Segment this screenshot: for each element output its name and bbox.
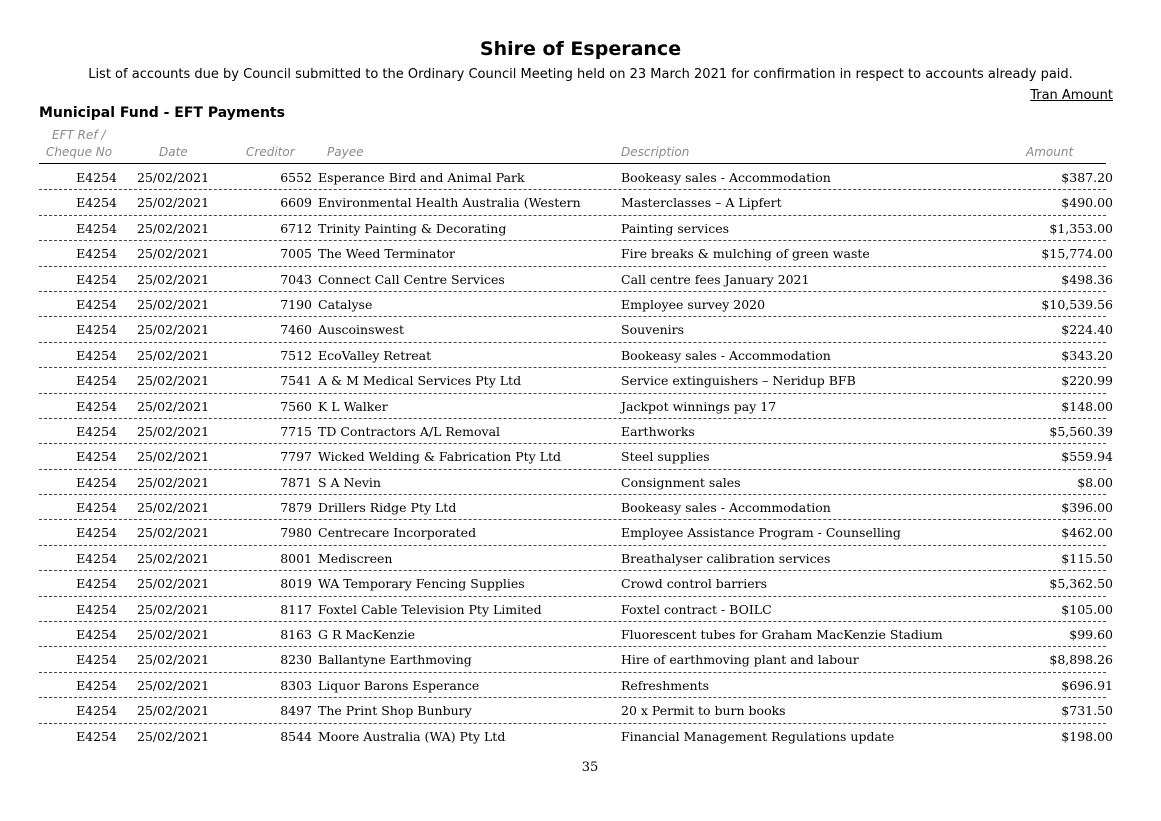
row-eft-ref: E4254: [76, 246, 117, 262]
row-date: 25/02/2021: [137, 296, 210, 312]
page-subtitle: List of accounts due by Council submitted to the Ordinary Council Meeting held on 23 March 2021 for confirmation in respect to accounts already paid.: [88, 67, 1073, 82]
row-amount: $387.20: [1061, 170, 1113, 185]
table-row: [39, 571, 1113, 596]
row-eft-ref: E4254: [76, 677, 117, 693]
row-creditor: 7560: [280, 398, 312, 414]
payments-table: [39, 165, 1113, 749]
row-date: 25/02/2021: [137, 246, 210, 262]
row-description: Fire breaks & mulching of green waste: [621, 246, 870, 262]
row-creditor: 7005: [280, 246, 312, 262]
row-description: Steel supplies: [621, 449, 710, 465]
row-date: 25/02/2021: [137, 170, 210, 185]
row-date: 25/02/2021: [137, 373, 210, 389]
row-creditor: 8230: [280, 652, 312, 668]
row-description: Bookeasy sales - Accommodation: [621, 347, 831, 363]
row-amount: $10,539.56: [1041, 296, 1113, 312]
row-payee: EcoValley Retreat: [318, 347, 432, 363]
row-date: 25/02/2021: [137, 322, 210, 338]
table-row: [39, 267, 1113, 292]
row-description: Souvenirs: [621, 322, 685, 338]
row-creditor: 6609: [280, 195, 312, 211]
table-row: [39, 444, 1113, 469]
row-creditor: 7879: [280, 500, 312, 516]
table-row: [39, 419, 1113, 444]
table-row: [39, 317, 1113, 342]
table-row: [39, 343, 1113, 368]
row-date: 25/02/2021: [137, 500, 210, 516]
table-row: [39, 190, 1113, 215]
row-payee: Centrecare Incorporated: [318, 525, 477, 541]
row-description: Bookeasy sales - Accommodation: [621, 170, 831, 185]
row-eft-ref: E4254: [76, 474, 117, 490]
row-amount: $1,353.00: [1049, 220, 1113, 236]
row-creditor: 6712: [280, 220, 312, 236]
column-header-date: Date: [159, 145, 188, 159]
row-creditor: 7980: [280, 525, 312, 541]
row-date: 25/02/2021: [137, 703, 210, 719]
row-description: Call centre fees January 2021: [621, 271, 810, 287]
row-eft-ref: E4254: [76, 347, 117, 363]
row-description: Consignment sales: [621, 474, 741, 490]
row-date: 25/02/2021: [137, 449, 210, 465]
row-creditor: 8163: [280, 627, 312, 643]
table-row: [39, 241, 1113, 266]
row-description: Fluorescent tubes for Graham MacKenzie Stadium: [621, 627, 943, 643]
row-amount: $198.00: [1061, 728, 1113, 744]
row-creditor: 7871: [280, 474, 312, 490]
row-payee: Ballantyne Earthmoving: [318, 652, 472, 668]
row-payee: Liquor Barons Esperance: [318, 677, 480, 693]
row-date: 25/02/2021: [137, 347, 210, 363]
row-eft-ref: E4254: [76, 271, 117, 287]
row-description: Employee Assistance Program - Counselling: [621, 525, 901, 541]
column-header-creditor: Creditor: [246, 145, 295, 159]
row-description: Earthworks: [621, 423, 695, 439]
row-creditor: 7190: [280, 296, 312, 312]
table-row: [39, 673, 1113, 698]
row-amount: $220.99: [1061, 373, 1113, 389]
row-eft-ref: E4254: [76, 576, 117, 592]
row-amount: $396.00: [1061, 500, 1113, 516]
row-description: Masterclasses – A Lipfert: [621, 195, 782, 211]
row-eft-ref: E4254: [76, 195, 117, 211]
row-creditor: 7797: [280, 449, 312, 465]
row-date: 25/02/2021: [137, 474, 210, 490]
row-eft-ref: E4254: [76, 601, 117, 617]
row-description: Foxtel contract - BOILC: [621, 601, 772, 617]
row-eft-ref: E4254: [76, 373, 117, 389]
row-creditor: 8544: [280, 728, 312, 744]
page-title: Shire of Esperance: [479, 38, 682, 60]
table-row: [39, 216, 1113, 241]
row-payee: Esperance Bird and Animal Park: [318, 170, 525, 185]
row-date: 25/02/2021: [137, 601, 210, 617]
column-header-amount: Amount: [1026, 145, 1074, 159]
row-amount: $462.00: [1061, 525, 1113, 541]
row-creditor: 8019: [280, 576, 312, 592]
header-rule: [39, 163, 1106, 164]
row-payee: Drillers Ridge Pty Ltd: [318, 500, 457, 516]
row-description: Hire of earthmoving plant and labour: [621, 652, 859, 668]
row-date: 25/02/2021: [137, 195, 210, 211]
row-payee: The Print Shop Bunbury: [318, 703, 472, 719]
table-row: [39, 597, 1113, 622]
row-amount: $148.00: [1061, 398, 1113, 414]
row-date: 25/02/2021: [137, 271, 210, 287]
row-eft-ref: E4254: [76, 525, 117, 541]
table-row: [39, 292, 1113, 317]
row-eft-ref: E4254: [76, 550, 117, 566]
row-amount: $498.36: [1061, 271, 1113, 287]
row-eft-ref: E4254: [76, 423, 117, 439]
row-payee: K L Walker: [318, 398, 388, 414]
row-creditor: 8117: [280, 601, 312, 617]
row-date: 25/02/2021: [137, 525, 210, 541]
row-creditor: 7541: [280, 373, 312, 389]
row-description: Painting services: [621, 220, 730, 236]
row-date: 25/02/2021: [137, 728, 210, 744]
row-amount: $115.50: [1061, 550, 1113, 566]
row-eft-ref: E4254: [76, 728, 117, 744]
row-creditor: 7512: [280, 347, 312, 363]
row-description: Employee survey 2020: [621, 296, 766, 312]
row-date: 25/02/2021: [137, 550, 210, 566]
row-amount: $731.50: [1061, 703, 1113, 719]
row-creditor: 7043: [280, 271, 312, 287]
row-amount: $5,560.39: [1049, 423, 1113, 439]
column-header-description: Description: [621, 145, 690, 159]
column-header-ref-line1: EFT Ref /: [52, 128, 106, 142]
column-header-payee: Payee: [327, 145, 364, 159]
row-amount: $5,362.50: [1049, 576, 1113, 592]
row-date: 25/02/2021: [137, 627, 210, 643]
row-payee: TD Contractors A/L Removal: [318, 423, 501, 439]
row-creditor: 8303: [280, 677, 312, 693]
row-eft-ref: E4254: [76, 703, 117, 719]
row-date: 25/02/2021: [137, 423, 210, 439]
row-creditor: 7715: [280, 423, 312, 439]
row-creditor: 7460: [280, 322, 312, 338]
row-amount: $8,898.26: [1049, 652, 1113, 668]
row-eft-ref: E4254: [76, 627, 117, 643]
row-amount: $224.40: [1061, 322, 1113, 338]
row-description: Jackpot winnings pay 17: [621, 398, 777, 414]
row-payee: The Weed Terminator: [318, 246, 455, 262]
row-payee: Auscoinswest: [318, 322, 405, 338]
row-payee: G R MacKenzie: [318, 627, 416, 643]
row-date: 25/02/2021: [137, 220, 210, 236]
row-payee: Trinity Painting & Decorating: [318, 220, 507, 236]
table-row: [39, 394, 1113, 419]
row-payee: Wicked Welding & Fabrication Pty Ltd: [318, 449, 561, 465]
row-payee: Moore Australia (WA) Pty Ltd: [318, 728, 506, 744]
row-payee: S A Nevin: [318, 474, 381, 490]
row-description: Bookeasy sales - Accommodation: [621, 500, 831, 516]
table-row: [39, 165, 1113, 190]
row-payee: WA Temporary Fencing Supplies: [318, 576, 525, 592]
table-row: [39, 724, 1113, 749]
row-eft-ref: E4254: [76, 652, 117, 668]
row-creditor: 8001: [280, 550, 312, 566]
row-amount: $99.60: [1069, 627, 1113, 643]
table-row: [39, 698, 1113, 723]
row-eft-ref: E4254: [76, 398, 117, 414]
page-number: 35: [581, 760, 599, 775]
row-payee: Catalyse: [318, 296, 373, 312]
row-amount: $15,774.00: [1041, 246, 1113, 262]
row-eft-ref: E4254: [76, 170, 117, 185]
row-description: Refreshments: [621, 677, 710, 693]
section-title: Municipal Fund - EFT Payments: [39, 105, 285, 121]
row-date: 25/02/2021: [137, 677, 210, 693]
row-eft-ref: E4254: [76, 220, 117, 236]
row-creditor: 8497: [280, 703, 312, 719]
row-date: 25/02/2021: [137, 652, 210, 668]
row-payee: Foxtel Cable Television Pty Limited: [318, 601, 542, 617]
row-amount: $490.00: [1061, 195, 1113, 211]
table-row: [39, 546, 1113, 571]
table-row: [39, 622, 1113, 647]
row-amount: $8.00: [1077, 474, 1113, 490]
row-payee: Connect Call Centre Services: [318, 271, 505, 287]
row-eft-ref: E4254: [76, 296, 117, 312]
table-row: [39, 470, 1113, 495]
row-amount: $696.91: [1061, 677, 1113, 693]
table-row: [39, 647, 1113, 672]
row-payee: Mediscreen: [318, 550, 393, 566]
table-row: [39, 520, 1113, 545]
table-row: [39, 495, 1113, 520]
row-amount: $343.20: [1061, 347, 1113, 363]
row-description: 20 x Permit to burn books: [621, 703, 786, 719]
row-eft-ref: E4254: [76, 322, 117, 338]
column-header-ref-line2: Cheque No: [46, 145, 113, 159]
row-date: 25/02/2021: [137, 398, 210, 414]
row-amount: $105.00: [1061, 601, 1113, 617]
table-row: [39, 368, 1113, 393]
row-description: Crowd control barriers: [621, 576, 768, 592]
row-description: Service extinguishers – Neridup BFB: [621, 373, 856, 389]
tran-amount-label: Tran Amount: [1030, 88, 1113, 103]
row-eft-ref: E4254: [76, 449, 117, 465]
row-description: Financial Management Regulations update: [621, 728, 895, 744]
row-payee: Environmental Health Australia (Western: [318, 195, 581, 211]
row-payee: A & M Medical Services Pty Ltd: [318, 373, 522, 389]
row-amount: $559.94: [1061, 449, 1113, 465]
row-eft-ref: E4254: [76, 500, 117, 516]
row-date: 25/02/2021: [137, 576, 210, 592]
row-description: Breathalyser calibration services: [621, 550, 831, 566]
row-creditor: 6552: [280, 170, 312, 185]
